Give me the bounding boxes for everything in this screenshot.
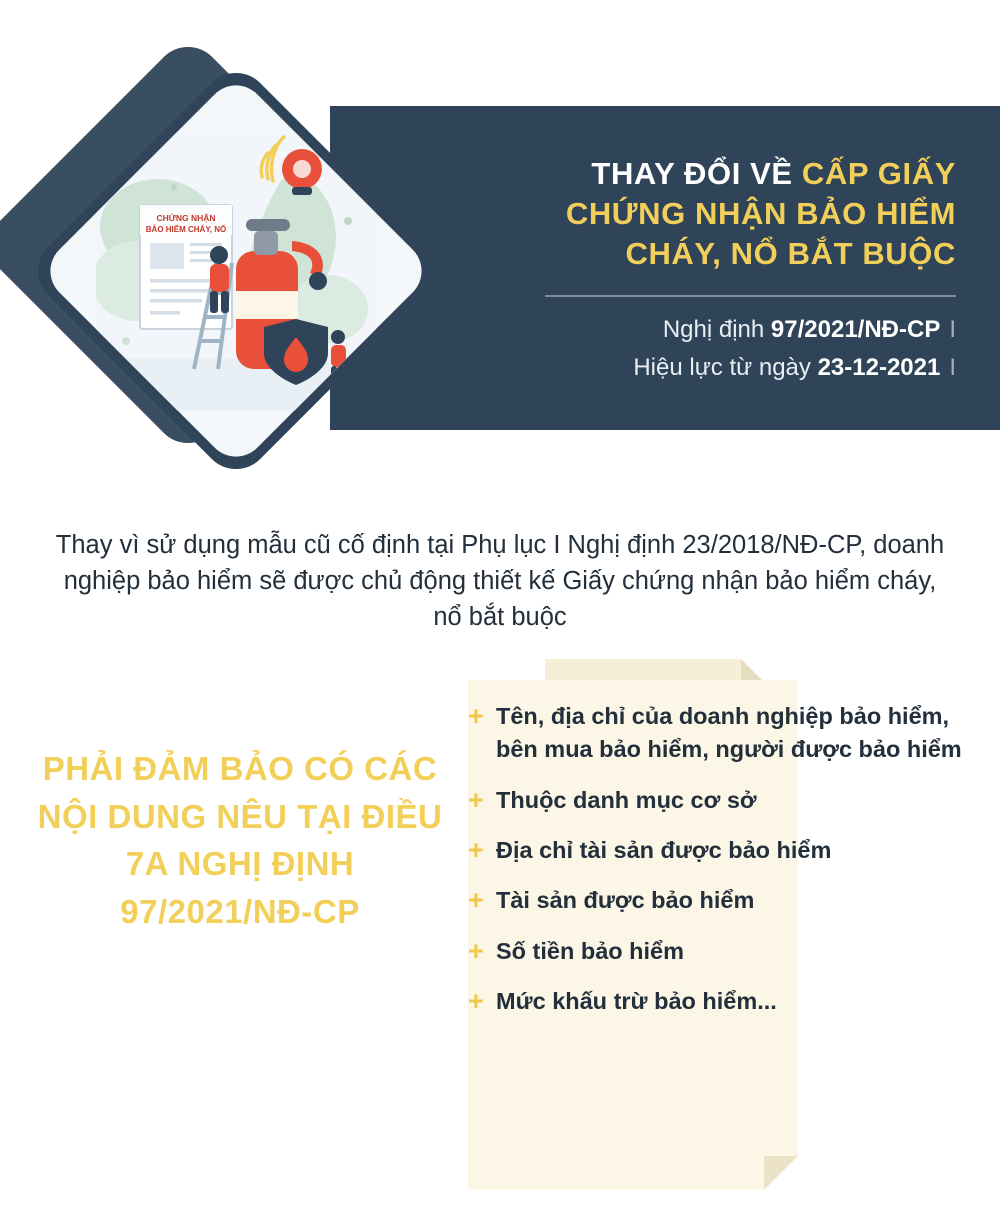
list-item-label: Tên, địa chỉ của doanh nghiệp bảo hiểm, bên mua bảo hiểm, người được bảo hiểm xyxy=(496,703,962,763)
header-section xyxy=(0,0,1000,500)
list-item xyxy=(468,935,988,968)
header-title-line-3-accent: CHÁY, NỔ BẮT BUỘC xyxy=(625,235,956,271)
list-item-label: Thuộc danh mục cơ sở xyxy=(496,786,757,813)
illustration-scene xyxy=(96,131,376,411)
header-subtitle-decree-label: Nghị định xyxy=(662,316,771,344)
header-title-line-3 xyxy=(545,234,956,274)
plus-icon: + xyxy=(468,935,484,966)
list-item xyxy=(468,985,988,1018)
illustration-diamond xyxy=(18,55,473,510)
fire-insurance-illustration-svg xyxy=(96,131,376,411)
list-item xyxy=(468,784,988,817)
plus-icon: + xyxy=(468,986,484,1017)
plus-icon: + xyxy=(468,885,484,916)
list-item xyxy=(468,834,988,867)
header-title-line-1 xyxy=(545,154,956,194)
plus-icon: + xyxy=(468,835,484,866)
plus-icon: + xyxy=(468,701,484,731)
header-subtitle-decree-tick: I xyxy=(949,316,956,344)
header-divider xyxy=(545,295,956,297)
requirements-list xyxy=(468,700,988,1036)
svg-text:BẢO HIỂM CHÁY, NỔ: BẢO HIỂM CHÁY, NỔ xyxy=(145,225,227,234)
list-item-label: Số tiền bảo hiểm xyxy=(496,937,685,964)
header-title-line-2 xyxy=(545,194,956,234)
list-item-label: Mức khấu trừ bảo hiểm... xyxy=(496,988,777,1015)
header-title-line-1-accent: CẤP GIẤY xyxy=(801,156,956,192)
header-subtitle-decree xyxy=(545,311,956,348)
header-subtitle-effective-label: Hiệu lực từ ngày xyxy=(633,353,818,381)
content-section xyxy=(0,650,1000,1231)
header-subtitle-effective-value: 23-12-2021 xyxy=(817,353,941,381)
header-subtitle-effective-tick: I xyxy=(949,353,956,381)
list-item-label: Địa chỉ tài sản được bảo hiểm xyxy=(496,837,832,864)
header-title xyxy=(545,154,956,273)
plus-icon: + xyxy=(468,784,484,815)
list-item xyxy=(468,884,988,917)
header-subtitle-decree-value: 97/2021/NĐ-CP xyxy=(770,316,941,344)
requirements-heading: PHẢI ĐẢM BẢO CÓ CÁC NỘI DUNG NÊU TẠI ĐIỀU 7A NGHỊ ĐỊNH 97/2021/NĐ-CP xyxy=(37,750,443,930)
list-item-label: Tài sản được bảo hiểm xyxy=(496,887,755,914)
header-title-line-1-plain: THAY ĐỔI VỀ xyxy=(591,156,802,192)
list-item xyxy=(468,700,988,767)
header-subtitle-effective xyxy=(545,349,956,386)
intro-paragraph: Thay vì sử dụng mẫu cũ cố định tại Phụ lục I Nghị định 23/2018/NĐ-CP, doanh nghiệp bảo hiểm sẽ được chủ động thiết kế Giấy chứng nhận bảo hiểm cháy, nổ bắt buộc xyxy=(55,531,945,632)
svg-text:CHỨNG NHẬN: CHỨNG NHẬN xyxy=(156,213,216,223)
header-title-line-2-accent: CHỨNG NHẬN BẢO HIỂM xyxy=(565,195,956,231)
